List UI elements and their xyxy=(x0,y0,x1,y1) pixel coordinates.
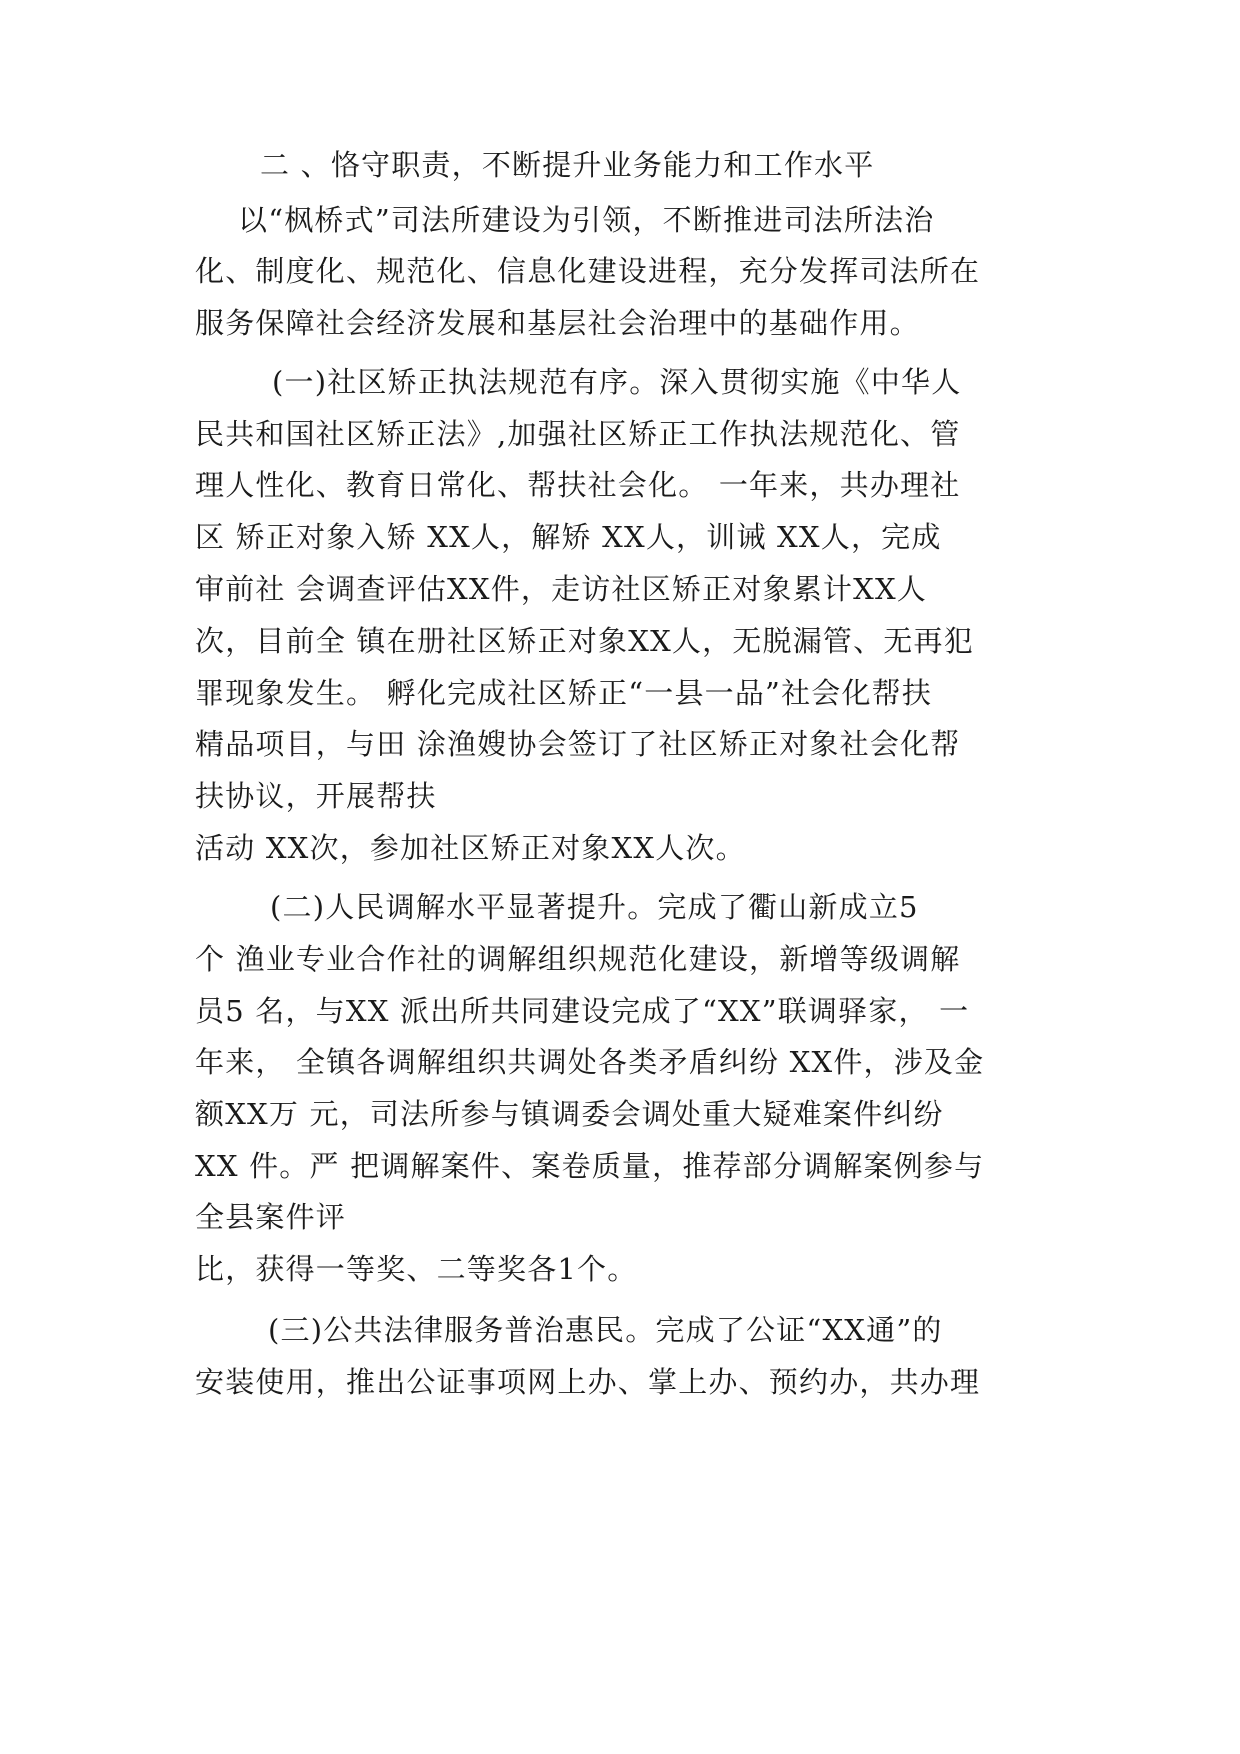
section-heading: 二 、恪守职责，不断提升业务能力和工作水平 xyxy=(260,148,875,182)
subsection-heading-line: (二)人民调解水平显著提升。完成了衢山新成立5 xyxy=(270,890,919,924)
paragraph-line: 全县案件评 xyxy=(195,1200,347,1234)
paragraph-line: 安装使用，推出公证事项网上办、掌上办、预约办，共办理 xyxy=(195,1365,981,1399)
paragraph-line: 化、制度化、规范化、信息化建设进程，充分发挥司法所在 xyxy=(195,254,981,288)
subsection-heading-line: (一)社区矫正执法规范有序。深入贯彻实施《中华人 xyxy=(272,365,962,399)
paragraph-line: 额XX万 元，司法所参与镇调委会调处重大疑难案件纠纷 xyxy=(195,1097,944,1131)
paragraph-line: 以“枫桥式”司法所建设为引领，不断推进司法所法治 xyxy=(238,203,935,237)
paragraph-line: 审前社 会调查评估XX件，走访社区矫正对象累计XX人 xyxy=(195,572,928,606)
paragraph-line: 区 矫正对象入矫 XX人，解矫 XX人，训诫 XX人，完成 xyxy=(195,520,942,554)
paragraph-line: 员5 名，与XX 派出所共同建设完成了“XX”联调驿家， 一 xyxy=(195,994,970,1028)
paragraph-line: 次，目前全 镇在册社区矫正对象XX人，无脱漏管、无再犯 xyxy=(195,624,974,658)
subsection-heading-line: (三)公共法律服务普治惠民。完成了公证“XX通”的 xyxy=(268,1313,943,1347)
paragraph-line: 精品项目，与田 涂渔嫂协会签订了社区矫正对象社会化帮 xyxy=(195,727,961,761)
paragraph-line: XX 件。严 把调解案件、案卷质量，推荐部分调解案例参与 xyxy=(195,1149,985,1183)
paragraph-line: 扶协议，开展帮扶 xyxy=(195,779,437,813)
paragraph-line: 服务保障社会经济发展和基层社会治理中的基础作用。 xyxy=(195,306,920,340)
paragraph-line: 比，获得一等奖、二等奖各1个。 xyxy=(195,1252,638,1286)
paragraph-line: 罪现象发生。 孵化完成社区矫正“一县一品”社会化帮扶 xyxy=(195,676,933,710)
paragraph-line: 年来， 全镇各调解组织共调处各类矛盾纠纷 XX件，涉及金 xyxy=(195,1045,985,1079)
paragraph-line: 理人性化、教育日常化、帮扶社会化。 一年来，共办理社 xyxy=(195,468,961,502)
paragraph-line: 活动 XX次，参加社区矫正对象XX人次。 xyxy=(195,831,746,865)
paragraph-line: 个 渔业专业合作社的调解组织规范化建设，新增等级调解 xyxy=(195,942,961,976)
paragraph-line: 民共和国社区矫正法》,加强社区矫正工作执法规范化、管 xyxy=(195,417,961,451)
